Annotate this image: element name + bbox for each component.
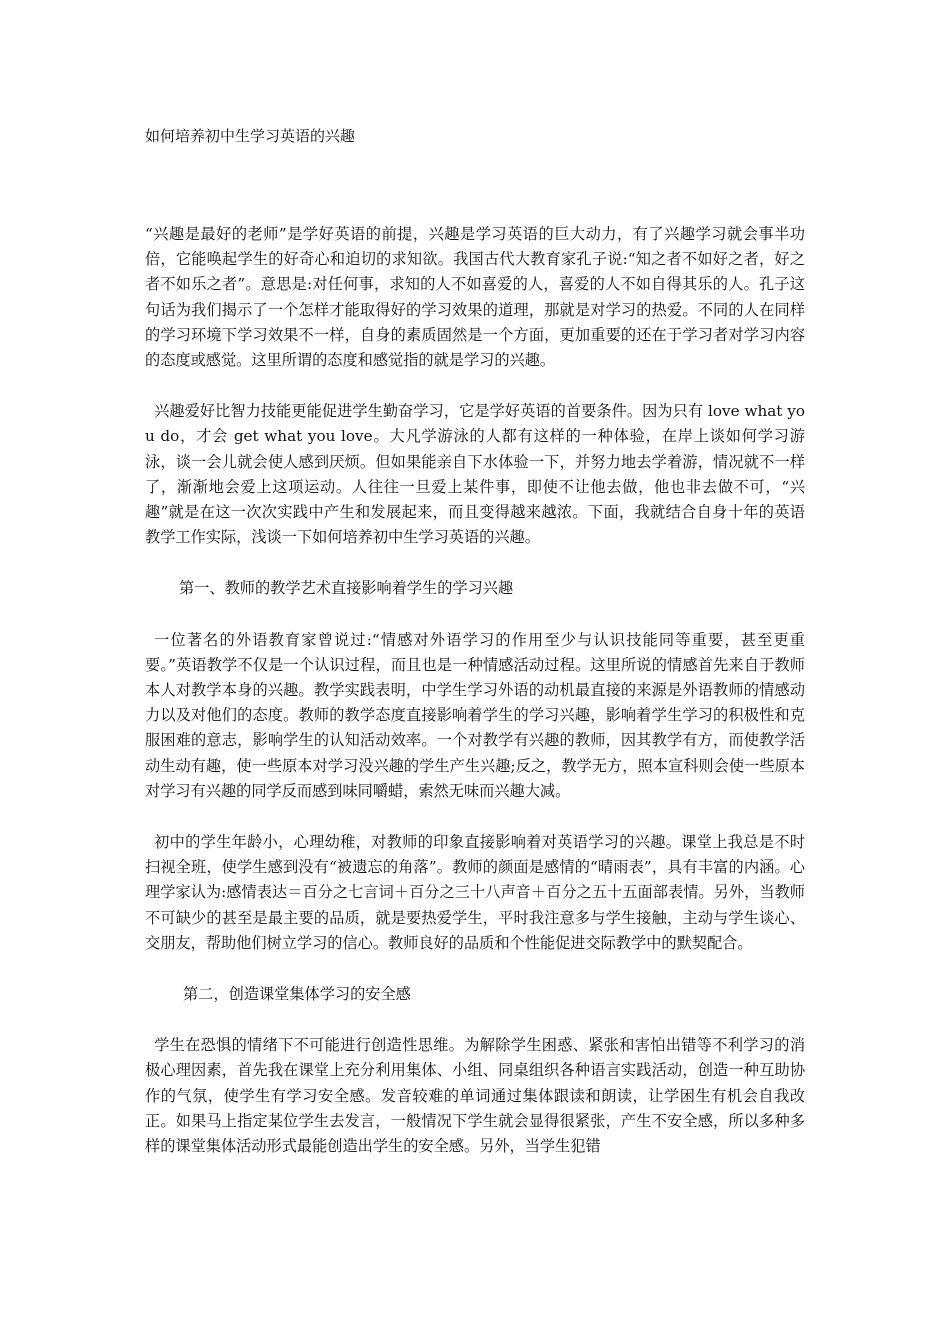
paragraph-gap — [145, 373, 805, 399]
paragraph-gap — [145, 602, 805, 628]
paragraph-3: 一位著名的外语教育家曾说过:“情感对外语学习的作用至少与认识技能同等重要，甚至更重要。”英语教学不仅是一个认识过程，而且也是一种情感活动过程。这里所说的情感首先来自于教师本人对教学本身的兴趣。教学实践表明，中学生学习外语的动机最直接的来源是外语教师的情感动力以及对他们的态度。教师的教学态度直接影响着学生的学习兴趣，影响着学生学习的积极性和克服困难的意志，影响学生的认知活动效率。一个对教学有兴趣的教师，因其教学有方，而使教学活动生动有趣，使一些原本对学习没兴趣的学生产生兴趣;反之，教学无方，照本宣科则会使一些原本对学习有兴趣的同学反而感到味同嚼蜡，索然无味而兴趣大减。 — [145, 630, 805, 800]
paragraph-2: 兴趣爱好比智力技能更能促进学生勤奋学习，它是学好英语的首要条件。因为只有 love what you do，才会 get what you love。大凡学游泳的人都有这样的一种体验，在岸上谈如何学习游泳，谈一会儿就会使人感到厌烦。但如果能亲自下水体验一下，并努力地去学着游，情况就不一样了，渐渐地会爱上这项运动。人往往一旦爱上某件事，即使不让他去做，他也非去做不可，“兴趣”就是在这一次次实践中产生和发展起来，而且变得越来越浓。下面，我就结合自身十年的英语教学工作实际，浅谈一下如何培养初中生学习英语的兴趣。 — [145, 402, 805, 547]
paragraph-5: 学生在恐惧的情绪下不可能进行创造性思维。为解除学生困惑、紧张和害怕出错等不利学习的消极心理因素，首先我在课堂上充分利用集体、小组、同桌组织各种语言实践活动，创造一种互助协作的气氛，使学生有学习安全感。发音较难的单词通过集体跟读和朗读，让学困生有机会自我改正。如果马上指定某位学生去发言，一般情况下学生就会显得很紧张，产生不安全感，所以多种多样的课堂集体活动形式最能创造出学生的安全感。另外，当学生犯错 — [145, 1036, 805, 1156]
paragraph-gap — [145, 1007, 805, 1033]
paragraph-gap — [145, 550, 805, 576]
paragraph-gap — [145, 956, 805, 982]
document-body — [145, 222, 805, 1159]
section-heading-2: 第二，创造课堂集体学习的安全感 — [183, 985, 411, 1004]
paragraph-4: 初中的学生年龄小，心理幼稚，对教师的印象直接影响着对英语学习的兴趣。课堂上我总是不时扫视全班，使学生感到没有“被遗忘的角落”。教师的颜面是感情的“晴雨表”，具有丰富的内涵。心理学家认为:感情表达＝百分之七言词＋百分之三十八声音＋百分之五十五面部表情。另外，当教师不可缺少的甚至是最主要的品质，就是要热爱学生，平时我注意多与学生接触，主动与学生谈心、交朋友，帮助他们树立学习的信心。教师良好的品质和个性能促进交际教学中的默契配合。 — [145, 833, 805, 952]
document-title: 如何培养初中生学习英语的兴趣 — [145, 127, 356, 145]
section-heading-1: 第一、教师的教学艺术直接影响着学生的学习兴趣 — [179, 579, 514, 598]
paragraph-1: “兴趣是最好的老师”是学好英语的前提，兴趣是学习英语的巨大动力，有了兴趣学习就会事半功倍，它能唤起学生的好奇心和迫切的求知欲。我国古代大教育家孔子说:“知之者不如好之者，好之者不如乐之者”。意思是:对任何事，求知的人不如喜爱的人，喜爱的人不如自得其乐的人。孔子这句话为我们揭示了一个怎样才能取得好的学习效果的道理，那就是对学习的热爱。不同的人在同样的学习环境下学习效果不一样，自身的素质固然是一个方面，更加重要的还在于学习者对学习内容的态度或感觉。这里所谓的态度和感觉指的就是学习的兴趣。 — [145, 225, 805, 370]
paragraph-gap — [145, 804, 805, 830]
